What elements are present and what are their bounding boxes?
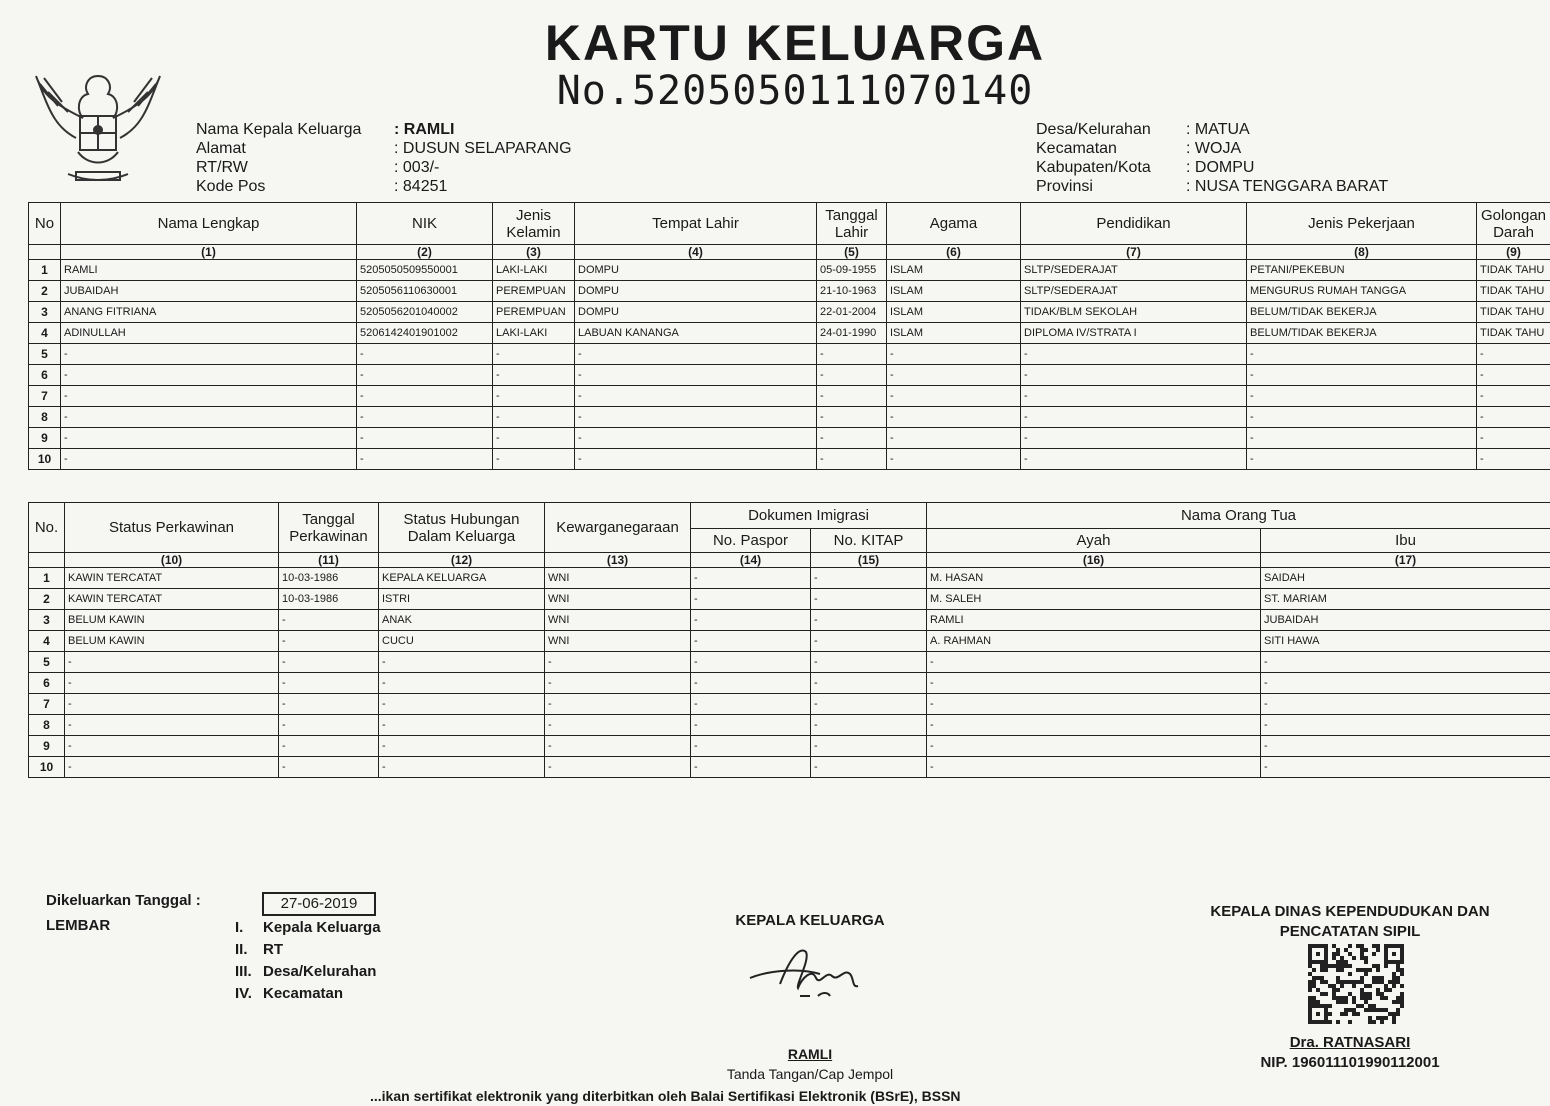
col-header-pekerjaan: Jenis Pekerjaan <box>1247 203 1477 245</box>
table-cell: - <box>61 407 357 428</box>
table-cell: - <box>927 736 1261 757</box>
family-status-rows <box>29 568 1550 778</box>
table-cell: - <box>817 344 887 365</box>
table-row <box>29 302 1550 323</box>
table-row <box>29 715 1550 736</box>
table-row <box>29 610 1550 631</box>
table-cell: - <box>1021 344 1247 365</box>
table-cell: - <box>1261 736 1550 757</box>
table-cell: - <box>887 407 1021 428</box>
table-row <box>29 344 1550 365</box>
table-cell: - <box>691 715 811 736</box>
table-cell: - <box>379 715 545 736</box>
table-cell: - <box>691 589 811 610</box>
table-cell: M. HASAN <box>927 568 1261 589</box>
col-header-golongan-darah: Golongan Darah <box>1477 203 1550 245</box>
table-cell: - <box>545 694 691 715</box>
table-cell: - <box>61 344 357 365</box>
row-number: 7 <box>29 694 65 715</box>
table-cell: - <box>691 736 811 757</box>
table-cell: - <box>691 610 811 631</box>
table-cell: - <box>1021 407 1247 428</box>
table-cell: 24-01-1990 <box>817 323 887 344</box>
table-cell: 5205056110630001 <box>357 281 493 302</box>
bottom-note: ...ikan sertifikat elektronik yang diterbitkan oleh Balai Sertifikasi Elektronik (BSrE), BSSN <box>370 1088 961 1104</box>
table-cell: - <box>279 652 379 673</box>
table-cell: PETANI/PEKEBUN <box>1247 260 1477 281</box>
col-header-tanggal-kawin: Tanggal Perkawinan <box>279 503 379 553</box>
row-number: 6 <box>29 673 65 694</box>
table-cell: - <box>927 694 1261 715</box>
table-cell: - <box>65 736 279 757</box>
family-member-rows <box>29 260 1550 470</box>
table-cell: - <box>279 694 379 715</box>
table-cell: BELUM/TIDAK BEKERJA <box>1247 302 1477 323</box>
family-status-table <box>28 502 1550 778</box>
table-cell: JUBAIDAH <box>1261 610 1550 631</box>
table-row <box>29 589 1550 610</box>
row-number: 9 <box>29 428 61 449</box>
col-header-agama: Agama <box>887 203 1021 245</box>
header-value: : 003/- <box>394 159 440 176</box>
table-cell: TIDAK TAHU <box>1477 281 1550 302</box>
table-cell: - <box>1261 673 1550 694</box>
row-number: 10 <box>29 449 61 470</box>
row-number: 5 <box>29 344 61 365</box>
header-value: : WOJA <box>1186 140 1242 157</box>
table-cell: - <box>691 568 811 589</box>
col-header-jenis-kelamin: Jenis Kelamin <box>493 203 575 245</box>
table-cell: - <box>379 673 545 694</box>
row-number: 8 <box>29 407 61 428</box>
table-cell: - <box>1477 365 1550 386</box>
document-number: No.5205050111070140 <box>556 68 1034 114</box>
col-number: (16) <box>927 553 1261 568</box>
table-cell: TIDAK TAHU <box>1477 323 1550 344</box>
col-header-hubungan: Status Hubungan Dalam Keluarga <box>379 503 545 553</box>
header-value: : 84251 <box>394 178 448 195</box>
header-value: : RAMLI <box>394 121 455 138</box>
lembar-item: RT <box>263 941 283 958</box>
table-cell: - <box>575 365 817 386</box>
table-cell: RAMLI <box>61 260 357 281</box>
table-row <box>29 673 1550 694</box>
row-number: 2 <box>29 589 65 610</box>
table-cell: ISLAM <box>887 323 1021 344</box>
table-row <box>29 260 1550 281</box>
table-cell: - <box>379 757 545 778</box>
kk-signature-caption: Tanda Tangan/Cap Jempol <box>726 1066 894 1082</box>
table-cell: WNI <box>545 568 691 589</box>
table-cell: WNI <box>545 589 691 610</box>
table-cell: TIDAK TAHU <box>1477 302 1550 323</box>
row-number: 3 <box>29 302 61 323</box>
header-right <box>1036 120 1388 196</box>
table-row <box>29 365 1550 386</box>
table-cell: - <box>811 715 927 736</box>
lembar-number: III. <box>235 963 252 980</box>
table-cell: - <box>1261 694 1550 715</box>
table-cell: - <box>379 736 545 757</box>
table-cell: - <box>1247 344 1477 365</box>
col-number-blank <box>29 245 61 260</box>
table-cell: - <box>811 631 927 652</box>
col-header-pendidikan: Pendidikan <box>1021 203 1247 245</box>
col-header-nama: Nama Lengkap <box>61 203 357 245</box>
row-number: 3 <box>29 610 65 631</box>
table-cell: SLTP/SEDERAJAT <box>1021 281 1247 302</box>
table-cell: - <box>357 365 493 386</box>
lembar-label: LEMBAR <box>46 917 111 934</box>
table-cell: - <box>545 652 691 673</box>
table-cell: 5205056201040002 <box>357 302 493 323</box>
col-header-tempat-lahir: Tempat Lahir <box>575 203 817 245</box>
header-label: Nama Kepala Keluarga <box>196 121 362 138</box>
table-cell: - <box>1021 365 1247 386</box>
table-cell: - <box>887 386 1021 407</box>
table-cell: 10-03-1986 <box>279 589 379 610</box>
table-row <box>29 281 1550 302</box>
header-label: Kabupaten/Kota <box>1036 159 1151 176</box>
row-number: 10 <box>29 757 65 778</box>
table-cell: - <box>1021 386 1247 407</box>
table-cell: BELUM KAWIN <box>65 631 279 652</box>
header-value: : MATUA <box>1186 121 1250 138</box>
table-cell: ST. MARIAM <box>1261 589 1550 610</box>
signature <box>740 938 890 1008</box>
table-cell: A. RAHMAN <box>927 631 1261 652</box>
table-cell: 10-03-1986 <box>279 568 379 589</box>
table-cell: ADINULLAH <box>61 323 357 344</box>
table-cell: CUCU <box>379 631 545 652</box>
header-value: : DUSUN SELAPARANG <box>394 140 572 157</box>
table-cell: - <box>575 428 817 449</box>
table-row <box>29 757 1550 778</box>
col-number: (1) <box>61 245 357 260</box>
table-cell: - <box>927 652 1261 673</box>
col-number: (14) <box>691 553 811 568</box>
table-cell: ISTRI <box>379 589 545 610</box>
table-cell: - <box>493 386 575 407</box>
table-cell: - <box>691 694 811 715</box>
table-cell: - <box>1247 365 1477 386</box>
row-number: 4 <box>29 323 61 344</box>
table-cell: - <box>927 715 1261 736</box>
table-cell: - <box>1247 407 1477 428</box>
table-cell: ISLAM <box>887 281 1021 302</box>
table-row <box>29 694 1550 715</box>
table-cell: - <box>691 673 811 694</box>
table-row <box>29 323 1550 344</box>
header-label: Desa/Kelurahan <box>1036 121 1151 138</box>
table-cell: LABUAN KANANGA <box>575 323 817 344</box>
table-row <box>29 449 1550 470</box>
table-cell: - <box>575 386 817 407</box>
table-cell: - <box>887 449 1021 470</box>
issued-block <box>46 892 201 934</box>
col-number: (2) <box>357 245 493 260</box>
col-header-status-kawin: Status Perkawinan <box>65 503 279 553</box>
table-cell: - <box>1477 428 1550 449</box>
table-cell: - <box>61 428 357 449</box>
table-cell: - <box>493 449 575 470</box>
table-cell: - <box>1477 449 1550 470</box>
table-cell: SAIDAH <box>1261 568 1550 589</box>
table-cell: DOMPU <box>575 302 817 323</box>
row-number: 1 <box>29 260 61 281</box>
col-number: (8) <box>1247 245 1477 260</box>
table-cell: 5205050509550001 <box>357 260 493 281</box>
lembar-item: Desa/Kelurahan <box>263 963 377 980</box>
table-cell: 22-01-2004 <box>817 302 887 323</box>
col-header-dokumen-imigrasi: Dokumen Imigrasi <box>691 503 927 529</box>
table-cell: LAKI-LAKI <box>493 260 575 281</box>
col-header-no: No <box>29 203 61 245</box>
table-cell: - <box>887 344 1021 365</box>
table-cell: KAWIN TERCATAT <box>65 589 279 610</box>
table-cell: DOMPU <box>575 281 817 302</box>
table-row <box>29 407 1550 428</box>
table-cell: WNI <box>545 631 691 652</box>
table-cell: - <box>927 757 1261 778</box>
table-cell: - <box>1247 428 1477 449</box>
table-cell: - <box>575 449 817 470</box>
table-cell: - <box>691 631 811 652</box>
header-label: Provinsi <box>1036 178 1093 195</box>
col-number-blank <box>29 553 65 568</box>
table-cell: - <box>65 715 279 736</box>
dinas-title-line: PENCATATAN SIPIL <box>1279 923 1421 940</box>
table-cell: WNI <box>545 610 691 631</box>
table-cell: ANANG FITRIANA <box>61 302 357 323</box>
table-cell: - <box>1261 757 1550 778</box>
dinas-title-line: KEPALA DINAS KEPENDUDUKAN DAN <box>1210 903 1490 920</box>
row-number: 2 <box>29 281 61 302</box>
table-cell: - <box>357 428 493 449</box>
table-cell: TIDAK TAHU <box>1477 260 1550 281</box>
col-number: (15) <box>811 553 927 568</box>
col-number: (9) <box>1477 245 1550 260</box>
table-cell: - <box>357 449 493 470</box>
col-number: (7) <box>1021 245 1247 260</box>
table-cell: - <box>1261 652 1550 673</box>
table-cell: - <box>575 407 817 428</box>
lembar-list <box>235 917 381 1005</box>
table-cell: 5206142401901002 <box>357 323 493 344</box>
row-number: 6 <box>29 365 61 386</box>
col-number: (12) <box>379 553 545 568</box>
table-cell: DOMPU <box>575 260 817 281</box>
table-cell: - <box>811 652 927 673</box>
qr-code-icon <box>1308 944 1404 1024</box>
table-cell: - <box>1021 428 1247 449</box>
table-cell: - <box>357 386 493 407</box>
row-number: 9 <box>29 736 65 757</box>
table-cell: PEREMPUAN <box>493 302 575 323</box>
table-cell: - <box>1477 386 1550 407</box>
table-cell: - <box>545 736 691 757</box>
header-label: Alamat <box>196 140 246 157</box>
table-cell: 05-09-1955 <box>817 260 887 281</box>
col-header-paspor: No. Paspor <box>691 529 811 553</box>
table-cell: DIPLOMA IV/STRATA I <box>1021 323 1247 344</box>
table-cell: - <box>61 386 357 407</box>
table-cell: - <box>817 365 887 386</box>
table-cell: - <box>493 428 575 449</box>
header-label: Kecamatan <box>1036 140 1117 157</box>
table-cell: ISLAM <box>887 302 1021 323</box>
header-label: Kode Pos <box>196 178 266 195</box>
table-row <box>29 568 1550 589</box>
table-cell: - <box>493 344 575 365</box>
col-header-no: No. <box>29 503 65 553</box>
table-cell: TIDAK/BLM SEKOLAH <box>1021 302 1247 323</box>
table-cell: PEREMPUAN <box>493 281 575 302</box>
row-number: 5 <box>29 652 65 673</box>
table-cell: - <box>817 407 887 428</box>
table-cell: - <box>1477 344 1550 365</box>
col-header-tanggal-lahir: Tanggal Lahir <box>817 203 887 245</box>
header-value: : NUSA TENGGARA BARAT <box>1186 178 1389 195</box>
table-cell: - <box>545 757 691 778</box>
table-row <box>29 386 1550 407</box>
lembar-item: Kepala Keluarga <box>263 919 381 936</box>
row-number: 1 <box>29 568 65 589</box>
family-member-table <box>28 202 1550 470</box>
table-cell: - <box>811 568 927 589</box>
table-cell: - <box>817 449 887 470</box>
table-cell: M. SALEH <box>927 589 1261 610</box>
col-number: (3) <box>493 245 575 260</box>
dinas-officer-name: Dra. RATNASARI <box>1289 1034 1411 1051</box>
table-cell: - <box>811 673 927 694</box>
table-cell: - <box>817 386 887 407</box>
table-cell: - <box>379 652 545 673</box>
table-row <box>29 631 1550 652</box>
kk-name: RAMLI <box>787 1046 833 1062</box>
table-cell: - <box>65 757 279 778</box>
table-cell: - <box>887 428 1021 449</box>
row-number: 7 <box>29 386 61 407</box>
table-cell: - <box>357 344 493 365</box>
table-cell: - <box>1021 449 1247 470</box>
table-cell: - <box>279 673 379 694</box>
table-cell: ISLAM <box>887 260 1021 281</box>
table-cell: MENGURUS RUMAH TANGGA <box>1247 281 1477 302</box>
table-cell: KAWIN TERCATAT <box>65 568 279 589</box>
table-cell: - <box>927 673 1261 694</box>
col-header-kewarganegaraan: Kewarganegaraan <box>545 503 691 553</box>
table-cell: - <box>545 673 691 694</box>
col-number: (17) <box>1261 553 1550 568</box>
lembar-item: Kecamatan <box>263 985 344 1002</box>
table-cell: - <box>811 589 927 610</box>
table-cell: SLTP/SEDERAJAT <box>1021 260 1247 281</box>
table-cell: - <box>65 673 279 694</box>
table-cell: SITI HAWA <box>1261 631 1550 652</box>
table-cell: RAMLI <box>927 610 1261 631</box>
kk-signature-title: KEPALA KELUARGA <box>735 912 885 929</box>
table-cell: JUBAIDAH <box>61 281 357 302</box>
document-title: KARTU KELUARGA <box>544 15 1046 71</box>
table-cell: - <box>691 757 811 778</box>
table-cell: - <box>887 365 1021 386</box>
row-number: 4 <box>29 631 65 652</box>
table-cell: - <box>811 694 927 715</box>
col-number: (10) <box>65 553 279 568</box>
table-cell: - <box>279 631 379 652</box>
table-cell: - <box>379 694 545 715</box>
col-number: (5) <box>817 245 887 260</box>
issued-date: 27-06-2019 <box>262 892 376 916</box>
table-cell: BELUM KAWIN <box>65 610 279 631</box>
col-header-ayah: Ayah <box>927 529 1261 553</box>
table-row <box>29 736 1550 757</box>
table-row <box>29 652 1550 673</box>
dinas-officer-nip: NIP. 196011101990112001 <box>1260 1054 1440 1071</box>
table-cell: LAKI-LAKI <box>493 323 575 344</box>
table-cell: ANAK <box>379 610 545 631</box>
issued-label: Dikeluarkan Tanggal : <box>46 892 201 909</box>
col-number: (13) <box>545 553 691 568</box>
lembar-number: I. <box>235 919 244 936</box>
table-cell: KEPALA KELUARGA <box>379 568 545 589</box>
table-cell: - <box>811 736 927 757</box>
header-left <box>196 120 572 196</box>
col-header-nama-orang-tua: Nama Orang Tua <box>927 503 1550 529</box>
header-label: RT/RW <box>196 159 248 176</box>
garuda-emblem-icon <box>28 56 168 196</box>
table-cell: - <box>1477 407 1550 428</box>
table-cell: - <box>61 449 357 470</box>
table-cell: - <box>279 736 379 757</box>
table-cell: - <box>493 407 575 428</box>
table-cell: - <box>817 428 887 449</box>
col-number: (11) <box>279 553 379 568</box>
table-cell: BELUM/TIDAK BEKERJA <box>1247 323 1477 344</box>
table-cell: - <box>1247 449 1477 470</box>
table-cell: - <box>61 365 357 386</box>
col-number: (4) <box>575 245 817 260</box>
table-cell: - <box>1261 715 1550 736</box>
table-cell: - <box>575 344 817 365</box>
lembar-number: II. <box>235 941 248 958</box>
col-header-kitap: No. KITAP <box>811 529 927 553</box>
table-cell: - <box>493 365 575 386</box>
table-row <box>29 428 1550 449</box>
row-number: 8 <box>29 715 65 736</box>
lembar-number: IV. <box>235 985 252 1002</box>
table-cell: - <box>1247 386 1477 407</box>
table-cell: - <box>65 652 279 673</box>
col-header-ibu: Ibu <box>1261 529 1550 553</box>
table-cell: - <box>691 652 811 673</box>
table-cell: - <box>65 694 279 715</box>
col-number: (6) <box>887 245 1021 260</box>
table-cell: - <box>279 715 379 736</box>
dinas-title <box>1180 902 1520 942</box>
col-header-nik: NIK <box>357 203 493 245</box>
table-cell: - <box>811 610 927 631</box>
table-cell: - <box>279 757 379 778</box>
table-cell: - <box>811 757 927 778</box>
table-cell: - <box>357 407 493 428</box>
table-cell: - <box>545 715 691 736</box>
header-value: : DOMPU <box>1186 159 1255 176</box>
table-cell: 21-10-1963 <box>817 281 887 302</box>
table-cell: - <box>279 610 379 631</box>
